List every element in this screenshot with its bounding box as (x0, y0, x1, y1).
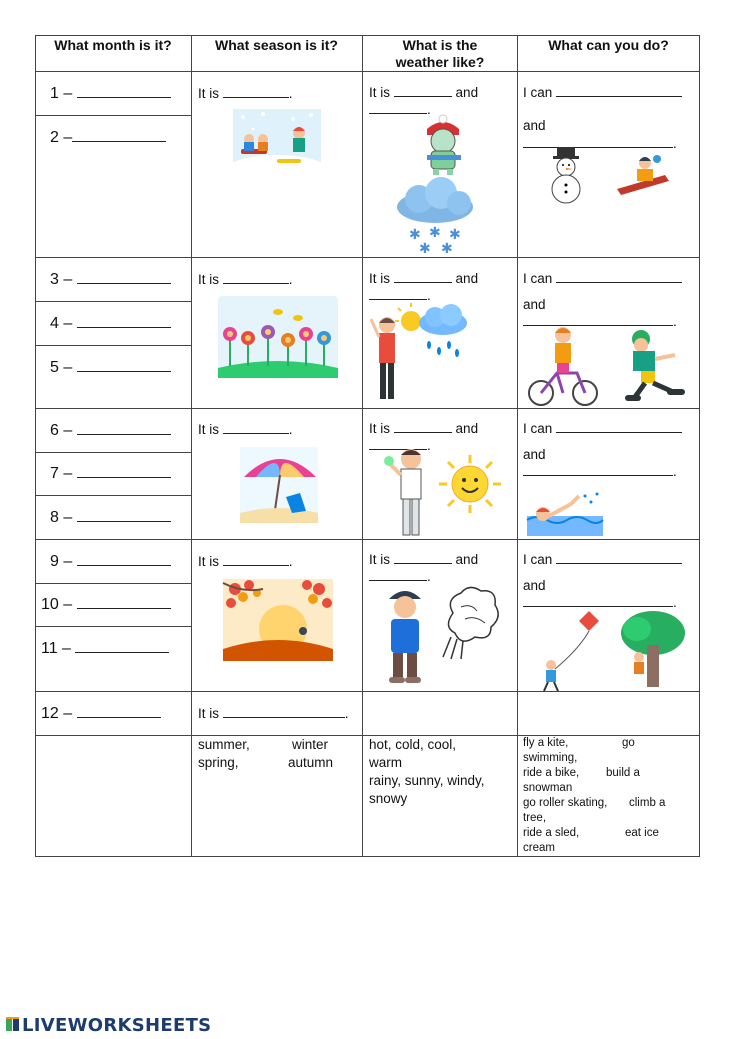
answer-blank[interactable] (77, 359, 171, 372)
weather-prompt-line2: . (369, 568, 431, 584)
svg-text:✱: ✱ (409, 227, 421, 243)
header-activity: What can you do? (548, 37, 669, 53)
month-divider (35, 115, 191, 116)
wordbank-activity-1b: go (622, 737, 635, 749)
answer-blank[interactable] (223, 553, 289, 566)
month-label: 12 – (41, 705, 73, 722)
month-label: 4 – (50, 315, 73, 332)
month-item (41, 596, 171, 614)
answer-blank[interactable] (77, 509, 171, 522)
answer-blank[interactable] (523, 463, 673, 476)
month-label: 8 – (50, 509, 73, 526)
answer-blank[interactable] (75, 640, 169, 653)
tree-climbing-image (617, 609, 687, 691)
activity-line2: . (523, 135, 677, 151)
weather-prompt: It is and (369, 271, 479, 286)
month-item (50, 85, 171, 103)
bike-rider-image (527, 325, 599, 407)
weather-prompt-line2: . (369, 101, 431, 117)
month-label: 3 – (50, 271, 73, 288)
answer-blank[interactable] (77, 271, 171, 284)
column-divider (517, 35, 518, 857)
row-divider (35, 735, 700, 736)
wordbank-seasons-1b: winter (292, 737, 329, 752)
answer-blank[interactable] (369, 568, 427, 581)
spring-flowers-image (218, 296, 338, 378)
season-prompt: It is . (198, 554, 293, 569)
brand-mark-icon (6, 1017, 20, 1033)
wordbank-activity-4: snowman (523, 782, 573, 794)
answer-blank[interactable] (223, 85, 289, 98)
month-label: 11 – (41, 640, 71, 657)
season-prompt: It is . (198, 706, 349, 721)
sun-icon (435, 453, 505, 515)
answer-blank[interactable] (77, 465, 171, 478)
answer-blank[interactable] (72, 129, 166, 142)
table-border (35, 856, 700, 857)
month-label: 7 – (50, 465, 73, 482)
answer-blank[interactable] (394, 551, 452, 564)
month-item (50, 422, 171, 440)
wordbank-activity-5b: climb a (629, 797, 666, 809)
month-item (50, 553, 171, 571)
snow-cloud-icon (395, 177, 481, 257)
liveworksheets-logo (6, 1014, 211, 1036)
svg-text:✱: ✱ (419, 241, 431, 257)
month-item (50, 271, 171, 289)
month-divider (35, 495, 191, 496)
header-month: What month is it? (54, 37, 172, 53)
answer-blank[interactable] (223, 705, 345, 718)
wordbank-weather-2: warm (369, 755, 402, 770)
answer-blank[interactable] (394, 420, 452, 433)
month-label: 2 – (50, 129, 73, 146)
month-item (50, 359, 171, 377)
row-divider (35, 691, 700, 692)
month-item (41, 705, 161, 723)
weather-prompt: It is and (369, 421, 479, 436)
weather-prompt-line2: . (369, 437, 431, 453)
month-item (50, 315, 171, 333)
month-item (50, 129, 166, 147)
row-divider (35, 257, 700, 258)
kite-flyer-image (529, 609, 601, 691)
answer-blank[interactable] (369, 101, 427, 114)
activity-and: and (523, 297, 546, 312)
answer-blank[interactable] (223, 271, 289, 284)
month-divider (35, 626, 191, 627)
header-season: What season is it? (215, 37, 338, 53)
answer-blank[interactable] (556, 84, 682, 97)
season-prompt: It is . (198, 86, 293, 101)
month-label: 10 – (41, 596, 73, 613)
wordbank-seasons-1a: summer, (198, 737, 250, 752)
month-divider (35, 345, 191, 346)
answer-blank[interactable] (77, 422, 171, 435)
activity-prompt: I can (523, 270, 682, 286)
weather-prompt-line2: . (369, 287, 431, 303)
activity-prompt: I can (523, 420, 682, 436)
answer-blank[interactable] (369, 287, 427, 300)
wordbank-activity-3b: build a (606, 767, 640, 779)
wordbank-weather-4: snowy (369, 791, 408, 806)
wordbank-activity-7b: eat ice (625, 827, 659, 839)
wind-cloud-icon (441, 583, 503, 659)
row-divider (35, 71, 700, 72)
column-divider (362, 35, 363, 857)
wordbank-activity-2: swimming, (523, 752, 578, 764)
wordbank-weather-3: rainy, sunny, windy, (369, 773, 485, 788)
wordbank-seasons-2b: autumn (288, 755, 334, 770)
activity-prompt: I can (523, 551, 682, 567)
month-divider (35, 301, 191, 302)
activity-and: and (523, 578, 546, 593)
month-divider (35, 583, 191, 584)
wordbank-activity-5a: go roller skating, (523, 797, 608, 809)
weather-prompt: It is and (369, 85, 479, 100)
answer-blank[interactable] (394, 84, 452, 97)
answer-blank[interactable] (394, 270, 452, 283)
wordbank-activity-8: cream (523, 842, 555, 854)
svg-text:✱: ✱ (441, 241, 453, 257)
column-divider (191, 35, 192, 857)
answer-blank[interactable] (77, 553, 171, 566)
answer-blank[interactable] (556, 420, 682, 433)
wordbank-activity-7a: ride a sled, (523, 827, 580, 839)
swimmer-image (527, 490, 603, 536)
season-prompt: It is . (198, 272, 293, 287)
sled-image (615, 153, 671, 199)
month-divider (35, 452, 191, 453)
activity-and: and (523, 118, 546, 133)
answer-blank[interactable] (556, 551, 682, 564)
month-item (41, 640, 169, 658)
header-weather: What is the weather like? (395, 37, 485, 70)
activity-line2: . (523, 463, 677, 479)
roller-skater-image (611, 329, 695, 405)
winter-sledding-image (233, 109, 321, 175)
table-border (35, 35, 700, 36)
cold-boy-image (379, 585, 431, 685)
activity-prompt: I can (523, 84, 682, 100)
month-item (50, 465, 171, 483)
answer-blank[interactable] (223, 421, 289, 434)
wordbank-weather-1: hot, cold, cool, (369, 737, 457, 752)
svg-text:✱: ✱ (449, 227, 461, 243)
worksheet-table (35, 35, 700, 857)
sun-rain-cloud-icon (399, 307, 469, 363)
hot-boy-image (383, 445, 433, 541)
snowman-image (545, 147, 587, 205)
table-border (699, 35, 700, 857)
answer-blank[interactable] (77, 85, 171, 98)
cold-figure-image (413, 115, 483, 175)
month-label: 1 – (50, 85, 73, 102)
row-divider (35, 539, 700, 540)
svg-text:✱: ✱ (429, 225, 441, 241)
answer-blank[interactable] (77, 596, 171, 609)
month-label: 9 – (50, 553, 73, 570)
answer-blank[interactable] (556, 270, 682, 283)
wordbank-activity-1a: fly a kite, (523, 737, 569, 749)
activity-line2: . (523, 594, 677, 610)
activity-line2: . (523, 313, 677, 329)
answer-blank[interactable] (523, 594, 673, 607)
season-prompt: It is . (198, 422, 293, 437)
summer-beach-image (240, 447, 318, 523)
weather-prompt: It is and (369, 552, 479, 567)
answer-blank[interactable] (77, 705, 161, 718)
wordbank-activity-3a: ride a bike, (523, 767, 580, 779)
table-border (35, 35, 36, 857)
wordbank-seasons-2a: spring, (198, 755, 239, 770)
activity-and: and (523, 447, 546, 462)
month-item (50, 509, 171, 527)
wordbank-activity-6: tree, (523, 812, 547, 824)
brand-text[interactable]: LIVEWORKSHEETS (22, 1014, 212, 1036)
autumn-leaves-image (223, 579, 333, 661)
row-divider (35, 408, 700, 409)
month-label: 5 – (50, 359, 73, 376)
month-label: 6 – (50, 422, 73, 439)
answer-blank[interactable] (77, 315, 171, 328)
